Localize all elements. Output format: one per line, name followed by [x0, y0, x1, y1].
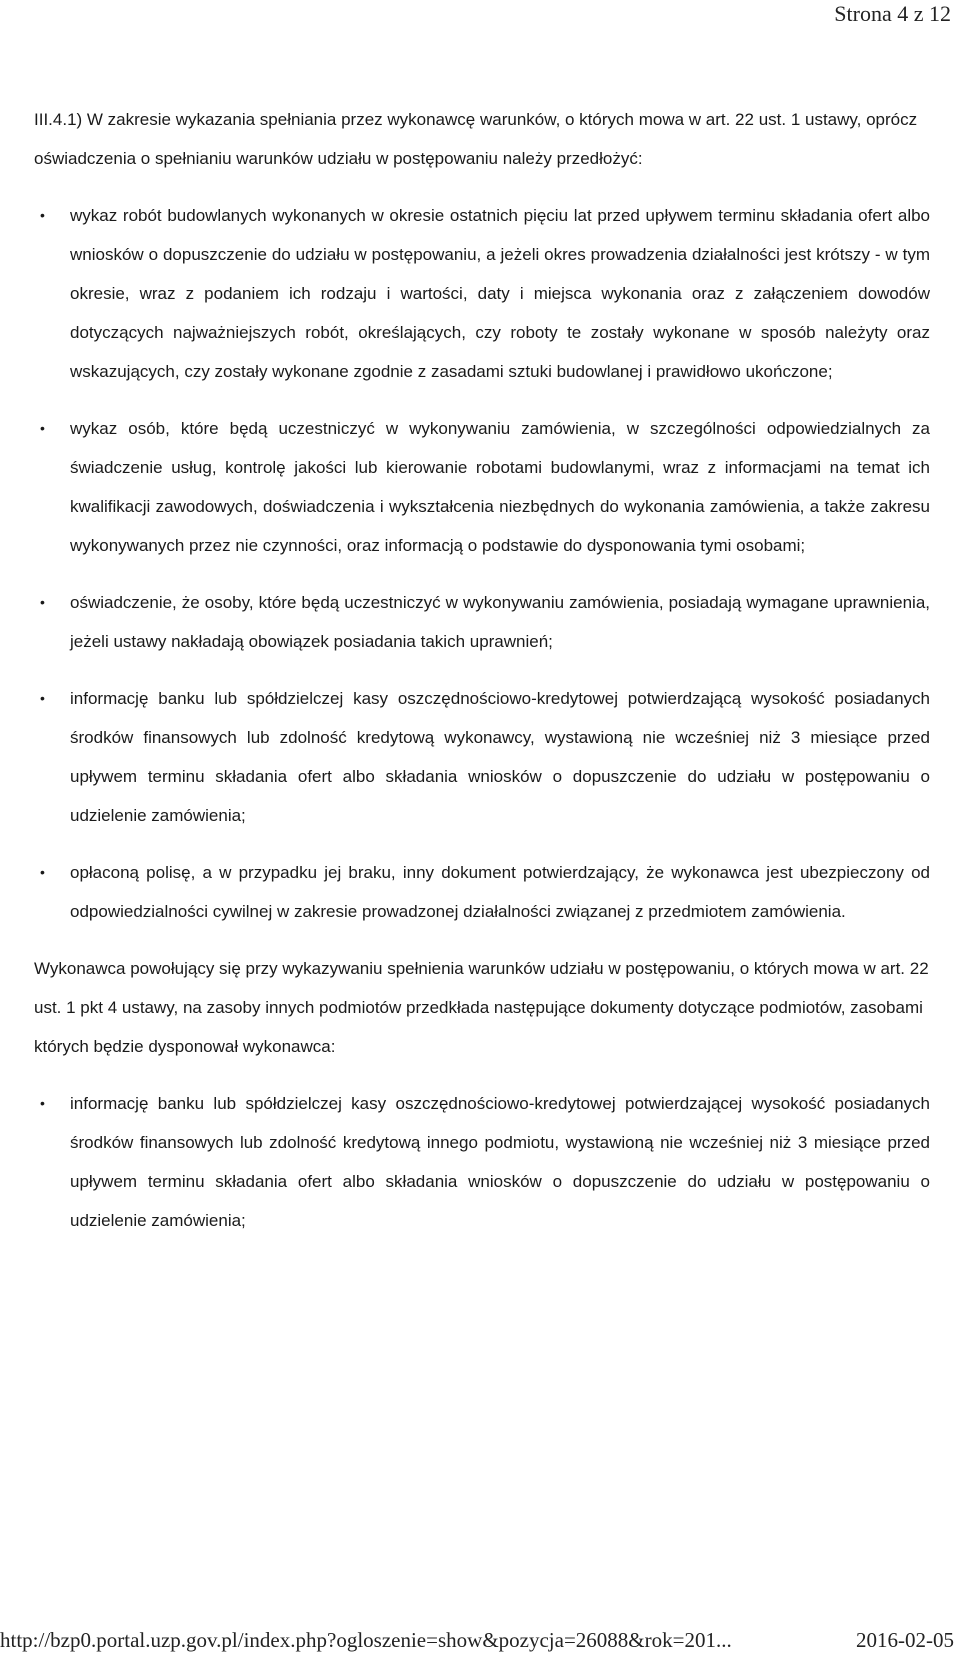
list-item: • informację banku lub spółdzielczej kasy oszczędnościowo-kredytowej potwierdzającą wysokość posiadanych środków finansowych lub zdolność kredytową wykonawcy, wystawioną nie wcześniej niż 3 miesiące przed upływem terminu składania ofert albo składania wniosków o dopuszczenie do udziału w postępowaniu o udzielenie zamówienia;: [34, 679, 930, 835]
footer-date: 2016-02-05: [856, 1628, 954, 1652]
list-item: • informację banku lub spółdzielczej kasy oszczędnościowo-kredytowej potwierdzającej wysokość posiadanych środków finansowych lub zdolność kredytową innego podmiotu, wystawioną nie wcześniej niż 3 miesiące przed upływem terminu składania ofert albo składania wniosków o dopuszczenie do udziału w postępowaniu o udzielenie zamówienia;: [34, 1084, 930, 1240]
resources-paragraph: Wykonawca powołujący się przy wykazywaniu spełnienia warunków udziału w postępowaniu, o których mowa w art. 22 ust. 1 pkt 4 ustawy, na zasoby innych podmiotów przedkłada następujące dokumenty dotyczące podmiotów, zasobami których będzie dysponował wykonawca:: [34, 959, 929, 1056]
page-footer: [0, 1626, 960, 1654]
requirements-list: [34, 196, 930, 931]
list-item: • oświadczenie, że osoby, które będą uczestniczyć w wykonywaniu zamówienia, posiadają wymagane uprawnienia, jeżeli ustawy nakładają obowiązek posiadania takich uprawnień;: [34, 583, 930, 661]
list-item: • wykaz osób, które będą uczestniczyć w wykonywaniu zamówienia, w szczególności odpowiedzialnych za świadczenie usług, kontrolę jakości lub kierowanie robotami budowlanymi, wraz z informacjami na temat ich kwalifikacji zawodowych, doświadczenia i wykształcenia niezbędnych do wykonania zamówienia, a także zakresu wykonywanych przez nie czynności, oraz informacją o podstawie do dysponowania tymi osobami;: [34, 409, 930, 565]
footer-url[interactable]: http://bzp0.portal.uzp.gov.pl/index.php?ogloszenie=show&pozycja=26088&rok=201...: [0, 1628, 732, 1652]
document-body: [34, 100, 930, 1258]
list-item: • wykaz robót budowlanych wykonanych w okresie ostatnich pięciu lat przed upływem terminu składania ofert albo wniosków o dopuszczenie do udziału w postępowaniu, a jeżeli okres prowadzenia działalności jest krótszy - w tym okresie, wraz z podaniem ich rodzaju i wartości, daty i miejsca wykonania oraz z załączeniem dowodów dotyczących najważniejszych robót, określających, czy roboty te zostały wykonane w sposób należyty oraz wskazujących, czy zostały wykonane zgodnie z zasadami sztuki budowlanej i prawidłowo ukończone;: [34, 196, 930, 391]
page-number: Strona 4 z 12: [834, 1, 951, 26]
other-entities-list: [34, 1084, 930, 1240]
list-item: • opłaconą polisę, a w przypadku jej braku, inny dokument potwierdzający, że wykonawca jest ubezpieczony od odpowiedzialności cywilnej w zakresie prowadzonej działalności związanej z przedmiotem zamówienia.: [34, 853, 930, 931]
section-heading: III.4.1) W zakresie wykazania spełniania przez wykonawcę warunków, o których mowa w art. 22 ust. 1 ustawy, oprócz oświadczenia o spełnianiu warunków udziału w postępowaniu należy przedłożyć:: [34, 110, 918, 168]
